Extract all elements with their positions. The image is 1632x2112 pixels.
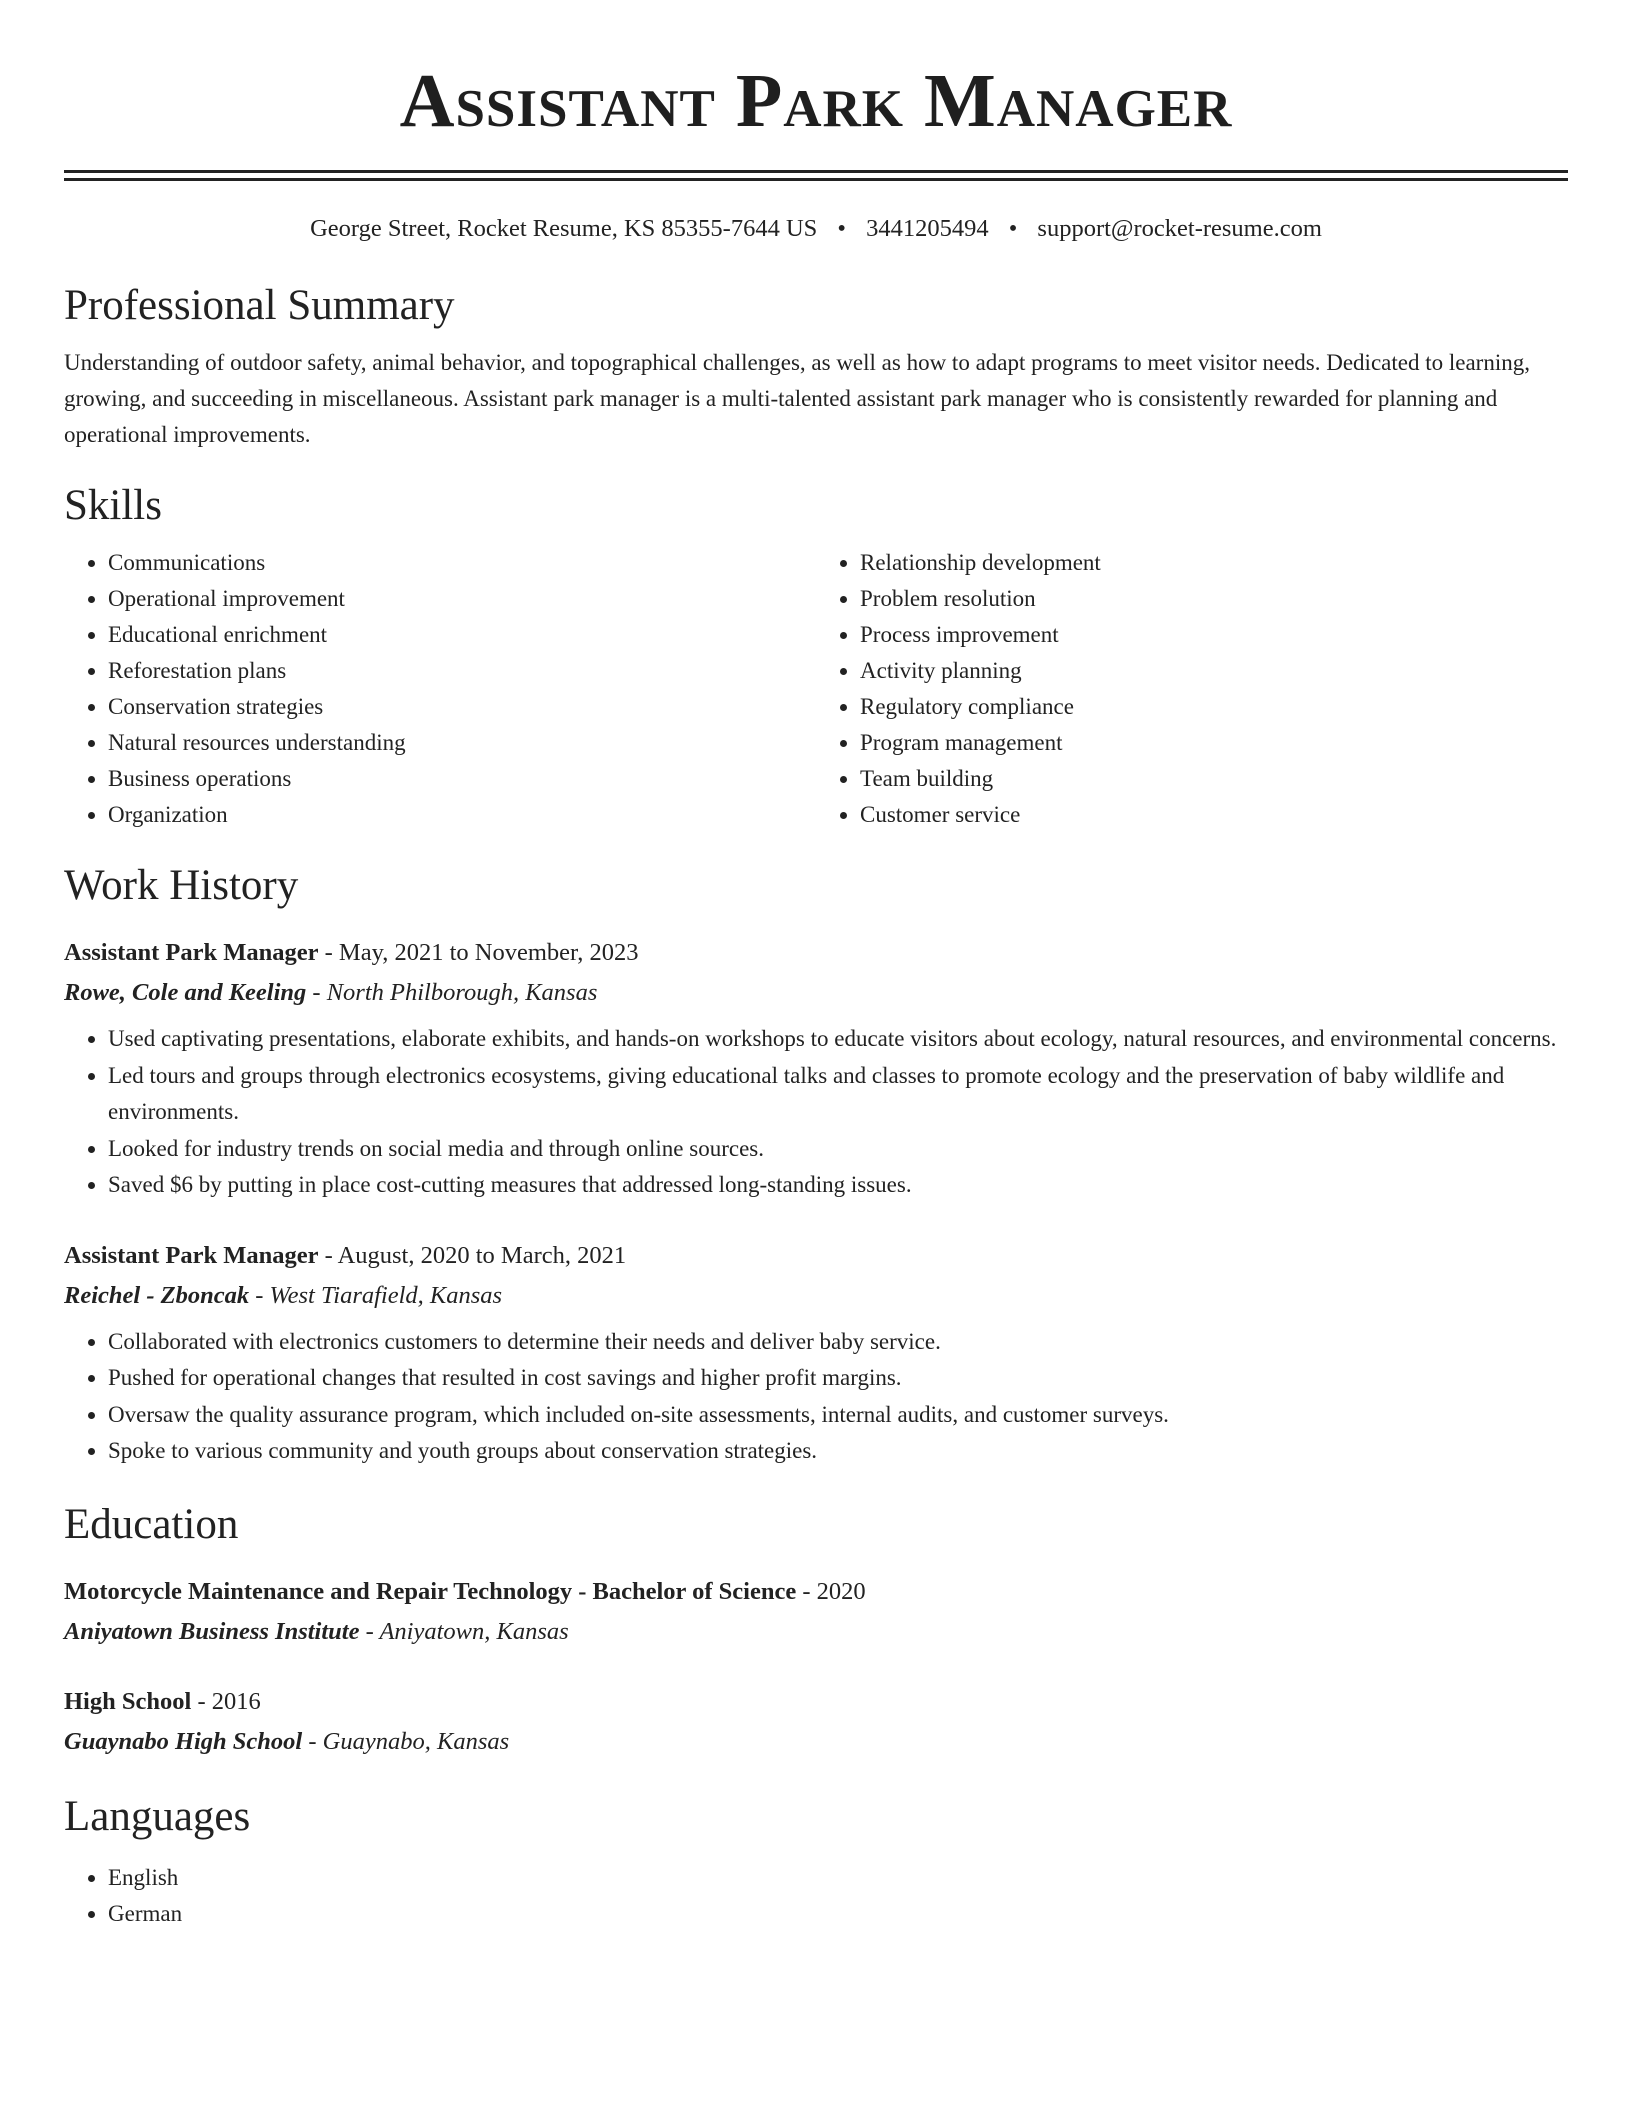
skill-item: • Customer service (860, 797, 1568, 833)
job-bullets (64, 1021, 1568, 1204)
skill-item: • Communications (108, 545, 816, 581)
education-degree: High School (64, 1687, 192, 1715)
education-location: - Aniyatown, Kansas (359, 1617, 569, 1645)
skill-item: • Program management (860, 725, 1568, 761)
skill-item: • Educational enrichment (108, 617, 816, 653)
skills-list-right (816, 545, 1568, 833)
education-heading (64, 1572, 1568, 1612)
skills-grid (64, 545, 1568, 833)
education-year: - 2016 (191, 1687, 261, 1715)
skill-item: • Team building (860, 761, 1568, 797)
education-entry (64, 1682, 1568, 1762)
job-bullet: • Used captivating presentations, elaborate exhibits, and hands-on workshops to educate visitors about ecology, natural resources, and environmental concerns. (108, 1021, 1568, 1058)
section-title-skills: Skills (64, 482, 162, 529)
skills-list-left (64, 545, 816, 833)
section-title-work-history: Work History (64, 862, 299, 909)
language-item: • German (108, 1896, 1568, 1932)
languages-list (64, 1860, 1568, 1932)
skill-item: • Reforestation plans (108, 653, 816, 689)
contact-email: support@rocket-resume.com (1037, 215, 1322, 242)
education-school: Aniyatown Business Institute (64, 1617, 360, 1645)
candidate-name: Assistant Park Manager (399, 59, 1233, 143)
education-heading (64, 1682, 1568, 1722)
summary-text: Understanding of outdoor safety, animal behavior, and topographical challenges, as well as how to adapt programs to meet visitor needs. Dedicated to learning, growing, and succeeding in miscellaneous. Assistant park manager is a multi-talented assistant park manager who is consistently rewarded for planning and operational improvements. (64, 350, 1530, 447)
job-company: Reichel - Zboncak (64, 1281, 250, 1309)
job-location: - West Tiarafield, Kansas (249, 1281, 503, 1309)
job-position: Assistant Park Manager (64, 1241, 319, 1269)
job-bullet: • Collaborated with electronics customers to determine their needs and deliver baby service. (108, 1324, 1568, 1361)
contact-line (64, 211, 1568, 247)
education-school: Guaynabo High School (64, 1727, 303, 1755)
job-location: - North Philborough, Kansas (306, 979, 598, 1006)
job-entry (64, 933, 1568, 1204)
job-company: Rowe, Cole and Keeling (64, 979, 307, 1006)
job-bullets (64, 1324, 1568, 1470)
section-title-summary: Professional Summary (64, 282, 455, 329)
contact-separator: • (837, 215, 846, 242)
skill-item: • Problem resolution (860, 581, 1568, 617)
language-item: • English (108, 1860, 1568, 1896)
section-title-languages: Languages (64, 1792, 251, 1840)
skill-item: • Organization (108, 797, 816, 833)
job-bullet: • Pushed for operational changes that resulted in cost savings and higher profit margins. (108, 1360, 1568, 1397)
education-year: - 2020 (796, 1577, 866, 1605)
job-dates: - May, 2021 to November, 2023 (318, 939, 639, 966)
contact-separator: • (1008, 215, 1018, 242)
education-entry (64, 1572, 1568, 1652)
education-school-line (64, 1612, 1568, 1652)
job-bullet: • Led tours and groups through electronics ecosystems, giving educational talks and classes to promote ecology and the preservation of baby wildlife and environments. (108, 1058, 1568, 1131)
section-title-education: Education (64, 1500, 239, 1548)
education-school-line (64, 1722, 1568, 1762)
skill-item: • Relationship development (860, 545, 1568, 581)
skill-item: • Activity planning (860, 653, 1568, 689)
skill-item: • Operational improvement (108, 581, 816, 617)
job-dates: - August, 2020 to March, 2021 (318, 1241, 627, 1269)
education-degree: Motorcycle Maintenance and Repair Technology - Bachelor of Science (64, 1577, 797, 1605)
job-bullet: • Oversaw the quality assurance program, which included on-site assessments, internal audits, and customer surveys. (108, 1397, 1568, 1434)
skill-item: • Regulatory compliance (860, 689, 1568, 725)
job-heading (64, 933, 1568, 973)
contact-address: George Street, Rocket Resume, KS 85355-7644 US (310, 215, 818, 242)
job-entry (64, 1236, 1568, 1470)
education-location: - Guaynabo, Kansas (302, 1727, 510, 1755)
job-employer-line (64, 1276, 1568, 1316)
header-double-rule (64, 170, 1568, 181)
skill-item: • Process improvement (860, 617, 1568, 653)
job-heading (64, 1236, 1568, 1276)
job-position: Assistant Park Manager (64, 939, 319, 966)
job-bullet: • Looked for industry trends on social media and through online sources. (108, 1131, 1568, 1168)
contact-phone: 3441205494 (866, 215, 989, 242)
skill-item: • Conservation strategies (108, 689, 816, 725)
skill-item: • Natural resources understanding (108, 725, 816, 761)
job-bullet: • Saved $6 by putting in place cost-cutting measures that addressed long-standing issues. (108, 1167, 1568, 1204)
job-employer-line (64, 973, 1568, 1013)
job-bullet: • Spoke to various community and youth groups about conservation strategies. (108, 1433, 1568, 1470)
skill-item: • Business operations (108, 761, 816, 797)
